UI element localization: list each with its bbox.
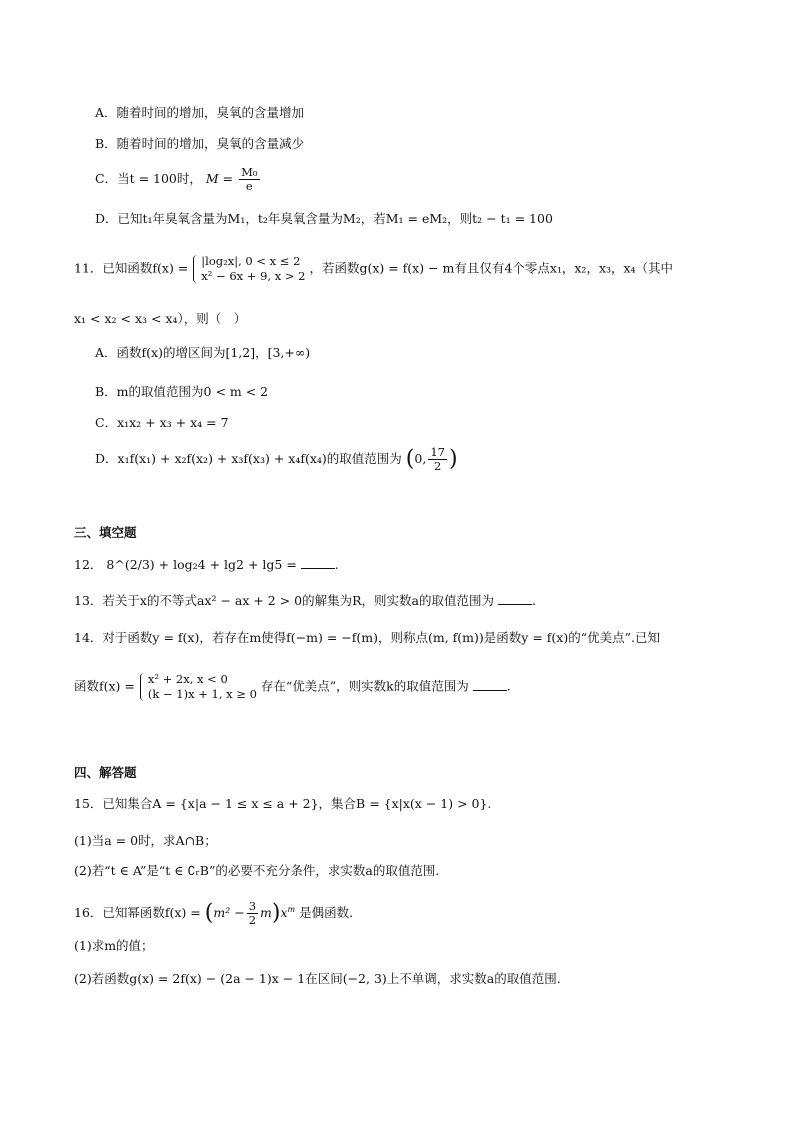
section4-title: 四、解答题 <box>74 765 137 780</box>
q13-text: 13．若关于x的不等式ax² − ax + 2 > 0的解集为R，则实数a的取值范围为 <box>74 593 495 608</box>
q10-c-den: e <box>245 179 253 193</box>
q11-d-left: 0, <box>414 451 427 466</box>
q11-piecewise <box>192 254 305 284</box>
q16-frac-num: 3 <box>248 899 257 913</box>
q11-d-den: 2 <box>433 459 442 473</box>
q10-option-a: A．随着时间的增加，臭氧的含量增加 <box>95 105 305 120</box>
q14-line1: 14．对于函数y = f(x)，若存在m使得f(−m) = −f(m)，则称点(m, f(m))是函数y = f(x)的“优美点”.已知 <box>74 630 660 645</box>
q16-x-pow: $x^m$ <box>280 904 296 920</box>
q11-case2: x² − 6x + 9, x > 2 <box>201 269 306 283</box>
q14-line2-suffix: 存在“优美点”，则实数k的取值范围为 <box>260 678 469 694</box>
q10-c-fraction <box>239 166 259 193</box>
q11-d-prefix: D．x₁f(x₁) + x₂f(x₂) + x₃f(x₃) + x₄f(x₄)的取值范围为 <box>95 451 402 466</box>
q15-part2: (2)若“t ∈ A”是“t ∈ ∁ᵣB”的必要不充分条件，求实数a的取值范围. <box>74 863 440 878</box>
q14-blank[interactable] <box>473 678 507 691</box>
q16-part1: (1)求m的值； <box>74 938 154 953</box>
q11-d-fraction <box>428 446 447 473</box>
q12-blank[interactable] <box>301 556 335 569</box>
q12-expr: 8^(2/3) + log₂4 + lg2 + lg5 = <box>106 557 297 572</box>
q11-option-d <box>95 446 458 473</box>
q11-option-b: B．m的取值范围为0 < m < 2 <box>95 384 269 399</box>
q16-open-paren: ( <box>204 900 214 926</box>
q12: 12． 8^(2/3) + log₂4 + lg2 + lg5 = . <box>74 557 339 572</box>
q14-case2: (k − 1)x + 1, x ≥ 0 <box>147 687 257 701</box>
q11-stem-line2: x₁ < x₂ < x₃ < x₄），则（ ） <box>74 311 247 326</box>
q10-option-d: D．已知t₁年臭氧含量为M₁，t₂年臭氧含量为M₂，若M₁ = eM₂，则t₂ − t₁ = 100 <box>95 211 553 226</box>
q10-c-lhs: M = <box>205 171 234 186</box>
q15-stem: 15．已知集合A = {x|a − 1 ≤ x ≤ a + 2}，集合B = {x|x(x − 1) > 0}. <box>74 796 492 811</box>
q15-part1: (1)当a = 0时，求A∩B； <box>74 833 217 848</box>
q16-m: m <box>260 905 272 920</box>
q14-line2-prefix: 函数f(x) = <box>74 678 135 694</box>
q14-line2: 函数f(x) = x² + 2x, x < 0 (k − 1)x + 1, x ≥ 0 存在“优美点”，则实数k的取值范围为 . <box>74 672 511 701</box>
q12-prefix: 12． <box>74 557 103 572</box>
q11-stem-prefix: 11．已知函数f(x) = <box>74 260 189 276</box>
q11-d-open-paren: ( <box>405 446 415 472</box>
q11-stem-suffix: ，若函数g(x) = f(x) − m有且仅有4个零点x₁，x₂，x₃，x₄（其中 <box>309 260 674 276</box>
q11-case1: |log₂x|, 0 < x ≤ 2 <box>201 254 301 268</box>
q16-stem-suffix: 是偶函数. <box>299 905 354 920</box>
q10-option-c <box>95 166 262 193</box>
q16-stem-prefix: 16．已知幂函数f(x) = <box>74 905 201 920</box>
q11-d-close-paren: ) <box>448 446 458 472</box>
q10-c-cond: t = 100时， <box>129 171 202 186</box>
q11-option-c: C．x₁x₂ + x₃ + x₄ = 7 <box>95 415 229 430</box>
section3-title: 三、填空题 <box>74 525 137 540</box>
q14-case1: x² + 2x, x < 0 <box>147 672 228 686</box>
q13-blank[interactable] <box>498 592 532 605</box>
q10-c-prefix: C．当 <box>95 171 130 186</box>
q16-m-sq: m² − <box>213 905 245 920</box>
q13: 13．若关于x的不等式ax² − ax + 2 > 0的解集为R，则实数a的取值范围为 . <box>74 593 536 608</box>
q11-stem <box>74 254 673 284</box>
q11-option-a: A．函数f(x)的增区间为[1,2]，[3,+∞) <box>95 345 311 360</box>
q10-c-num: M₀ <box>241 165 258 179</box>
q16-frac-den: 2 <box>248 913 257 927</box>
q11-d-num: 17 <box>430 445 445 459</box>
q10-option-b: B．随着时间的增加，臭氧的含量减少 <box>95 136 305 151</box>
q16-close-paren: ) <box>271 900 281 926</box>
q14-piecewise <box>139 672 257 702</box>
q16-stem <box>74 900 353 927</box>
q16-fraction <box>247 900 258 927</box>
q16-part2: (2)若函数g(x) = 2f(x) − (2a − 1)x − 1在区间(−2, 3)上不单调，求实数a的取值范围. <box>74 971 561 986</box>
